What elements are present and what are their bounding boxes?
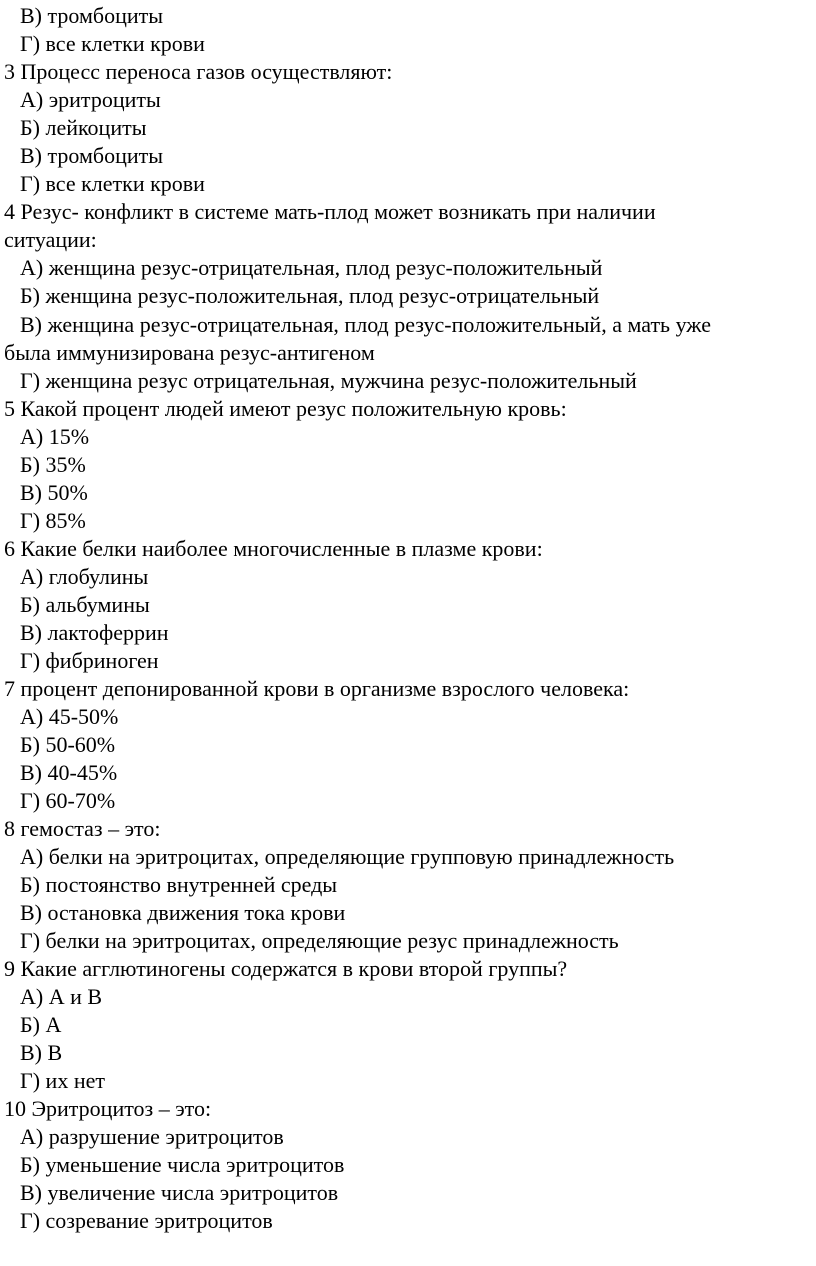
q5-answer-a: А) 15% bbox=[20, 424, 90, 449]
q9-answer-a: А) А и В bbox=[20, 984, 103, 1009]
q5-answer-c: В) 50% bbox=[20, 480, 88, 505]
q7-answer-c: В) 40-45% bbox=[20, 760, 118, 785]
q9-answer-c: В) В bbox=[20, 1040, 63, 1065]
q10-answer-c: В) увеличение числа эритроцитов bbox=[20, 1180, 339, 1205]
question-5: 5 Какой процент людей имеют резус положительную кровь: bbox=[4, 396, 567, 421]
q6-answer-b: Б) альбумины bbox=[20, 592, 150, 617]
prev-answer-c: В) тромбоциты bbox=[20, 3, 164, 28]
q9-answer-b: Б) А bbox=[20, 1012, 62, 1037]
question-6: 6 Какие белки наиболее многочисленные в плазме крови: bbox=[4, 536, 543, 561]
question-4-continued: ситуации: bbox=[4, 227, 97, 252]
q4-answer-b: Б) женщина резус-положительная, плод резус-отрицательный bbox=[20, 283, 600, 308]
question-3: 3 Процесс переноса газов осуществляют: bbox=[4, 59, 393, 84]
q6-answer-d: Г) фибриноген bbox=[20, 648, 159, 673]
prev-answer-d: Г) все клетки крови bbox=[20, 31, 205, 56]
q7-answer-b: Б) 50-60% bbox=[20, 732, 116, 757]
q10-answer-b: Б) уменьшение числа эритроцитов bbox=[20, 1152, 345, 1177]
q5-answer-d: Г) 85% bbox=[20, 508, 86, 533]
q3-answer-c: В) тромбоциты bbox=[20, 143, 164, 168]
q4-answer-c: В) женщина резус-отрицательная, плод резус-положительный, а мать уже bbox=[20, 312, 711, 337]
q10-answer-a: А) разрушение эритроцитов bbox=[20, 1124, 284, 1149]
q7-answer-d: Г) 60-70% bbox=[20, 788, 116, 813]
question-4: 4 Резус- конфликт в системе мать-плод может возникать при наличии bbox=[4, 199, 656, 224]
q7-answer-a: А) 45-50% bbox=[20, 704, 119, 729]
q4-answer-a: А) женщина резус-отрицательная, плод резус-положительный bbox=[20, 255, 603, 280]
q8-answer-d: Г) белки на эритроцитах, определяющие резус принадлежность bbox=[20, 928, 619, 953]
q5-answer-b: Б) 35% bbox=[20, 452, 86, 477]
q10-answer-d: Г) созревание эритроцитов bbox=[20, 1208, 273, 1233]
q3-answer-a: А) эритроциты bbox=[20, 87, 161, 112]
q3-answer-d: Г) все клетки крови bbox=[20, 171, 205, 196]
q4-answer-d: Г) женщина резус отрицательная, мужчина резус-положительный bbox=[20, 368, 637, 393]
q8-answer-b: Б) постоянство внутренней среды bbox=[20, 872, 338, 897]
q8-answer-c: В) остановка движения тока крови bbox=[20, 900, 346, 925]
question-10: 10 Эритроцитоз – это: bbox=[4, 1096, 212, 1121]
question-9: 9 Какие агглютиногены содержатся в крови второй группы? bbox=[4, 956, 568, 981]
q4-answer-c-continued: была иммунизирована резус-антигеном bbox=[4, 340, 375, 365]
question-8: 8 гемостаз – это: bbox=[4, 816, 161, 841]
question-7: 7 процент депонированной крови в организме взрослого человека: bbox=[4, 676, 630, 701]
q3-answer-b: Б) лейкоциты bbox=[20, 115, 147, 140]
q9-answer-d: Г) их нет bbox=[20, 1068, 105, 1093]
q6-answer-a: А) глобулины bbox=[20, 564, 149, 589]
q8-answer-a: А) белки на эритроцитах, определяющие групповую принадлежность bbox=[20, 844, 675, 869]
q6-answer-c: В) лактоферрин bbox=[20, 620, 169, 645]
